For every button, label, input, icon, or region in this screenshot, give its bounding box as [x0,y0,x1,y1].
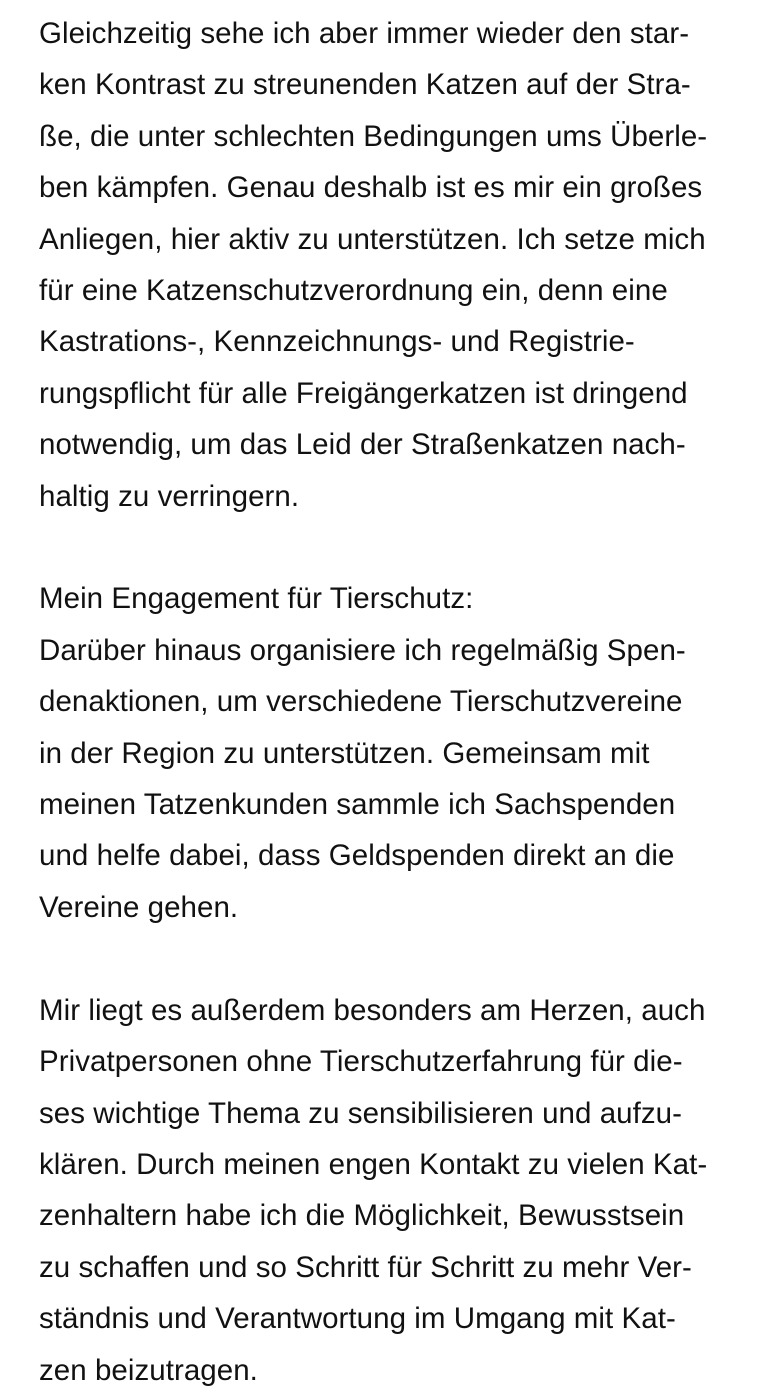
text-line: zen beizutragen. [39,1353,258,1387]
article-body [39,8,739,1396]
text-line: Darüber hinaus organisiere ich regelmäßig Spen- [39,633,686,667]
text-line: klären. Durch meinen engen Kontakt zu vielen Kat- [39,1147,708,1181]
text-line: Privatpersonen ohne Tierschutzerfahrung für die- [39,1045,683,1079]
text-line: für eine Katzenschutzverordnung ein, denn eine [39,274,668,308]
paragraph-awareness [39,985,739,1396]
paragraph-engagement [39,573,739,933]
text-line: denaktionen, um verschiedene Tierschutzvereine [39,685,683,719]
text-line: Gleichzeitig sehe ich aber immer wieder den star- [39,17,690,50]
text-line: ständnis und Verantwortung im Umgang mit Kat- [39,1302,676,1336]
text-line: zu schaffen und so Schritt für Schritt zu mehr Ver- [39,1250,692,1284]
text-line: Anliegen, hier aktiv zu unterstützen. Ich setze mich [39,222,706,256]
text-line: ße, die unter schlechten Bedingungen ums Überle- [39,119,708,153]
text-line: Kastrations-, Kennzeichnungs- und Registrie- [39,325,635,359]
paragraph-street-cats [39,8,739,522]
text-line: rungspflicht für alle Freigängerkatzen ist dringend [39,376,688,410]
text-line: Mir liegt es außerdem besonders am Herzen, auch [39,993,706,1027]
text-line: und helfe dabei, dass Geldspenden direkt an die [39,839,675,873]
text-line: haltig zu verringern. [39,479,300,513]
text-line: zenhaltern habe ich die Möglichkeit, Bewusstsein [39,1199,685,1233]
text-line: meinen Tatzenkunden sammle ich Sachspenden [39,788,676,822]
paragraph-spacer [39,522,739,573]
text-line: ben kämpfen. Genau deshalb ist es mir ein großes [39,171,703,205]
text-line: notwendig, um das Leid der Straßenkatzen nach- [39,428,686,462]
text-line: in der Region zu unterstützen. Gemeinsam mit [39,736,650,770]
text-line: ses wichtige Thema zu sensibilisieren und aufzu- [39,1096,682,1130]
text-line: Vereine gehen. [39,890,239,924]
text-line: ken Kontrast zu streunenden Katzen auf der Stra- [39,68,691,102]
paragraph-spacer [39,933,739,984]
section-heading: Mein Engagement für Tierschutz: [39,582,474,616]
